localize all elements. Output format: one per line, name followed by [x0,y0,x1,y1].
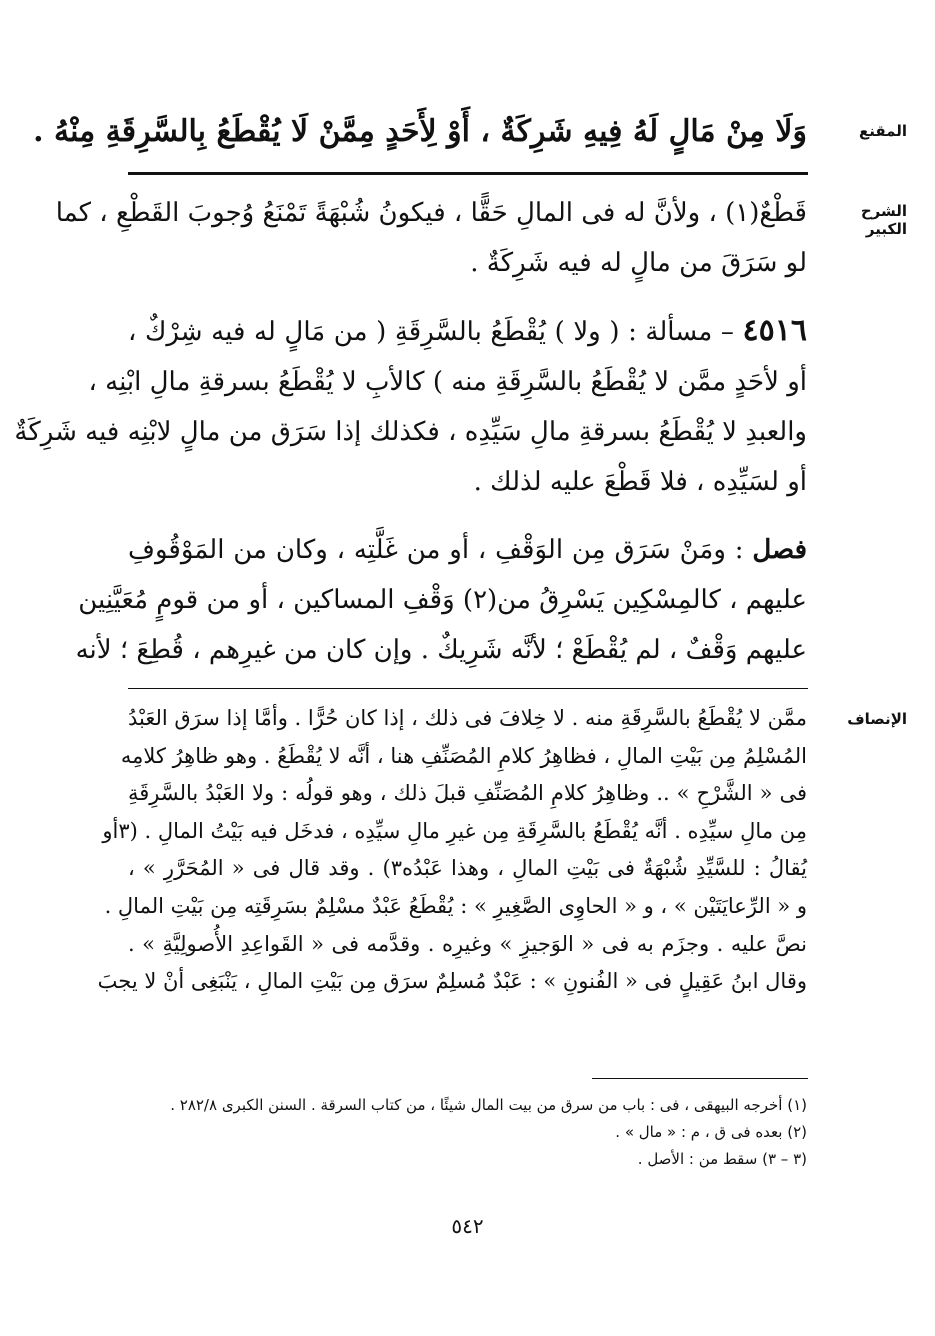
issue-line: أو لسَيِّدِه ، فلا قَطْعَ عليه لذلك . [473,467,807,497]
footnote: (٣ – ٣) سقط من : الأصل . [637,1150,807,1168]
muqni-line: وَلَا مِنْ مَالٍ لَهُ فِيهِ شَرِكَةٌ ، أَوْ لِأَحَدٍ مِمَّنْ لَا يُقْطَعُ بِالسَّرِقَةِ مِنْهُ . [33,114,807,149]
insaf-line: فى « الشَّرْحِ » .. وظاهِرُ كلامِ المُصَنِّفِ قبلَ ذلك ، وهو قولُه : ولا العَبْدُ بالسَّرِقَةِ [128,781,807,806]
sharh-label: الشرح الكبير [860,202,907,238]
issue-number: ٤٥١٦ [742,313,807,348]
insaf-line: ممَّن لا يُقْطَعُ بالسَّرِقَةِ منه . لا خِلافَ فى ذلك ، إذا كان حُرًّا . وأمَّا إذا سرَق العَبْدُ [128,706,807,730]
sharh-divider [128,688,808,689]
fasl-line: عليهم ، كالمِسْكِين يَسْرِقُ من(٢) وَقْفِ المساكين ، أو من قومٍ مُعَيَّنِين [78,585,807,615]
muqni-divider [128,172,808,175]
page-number: ٥٤٢ [451,1214,484,1238]
issue-line-first [128,306,807,357]
fasl-line: : ومَنْ سَرَق مِن الوَقْفِ ، أو من غَلَّتِه ، وكان من المَوْقُوفِ [128,535,744,565]
insaf-text [97,700,807,1001]
insaf-line: يُقالُ : للسَّيِّدِ شُبْهَةٌ فى بَيْتِ المالِ ، وهذا عَبْدُه٣) . وقد قال فى « المُحَرَّرِ » ، [128,856,807,881]
footnote: (١) أخرجه البيهقى ، فى : باب من سرق من بيت المال شيئًا ، من كتاب السرقة . السنن الكبرى ٢٨٢/٨ . [170,1096,807,1114]
insaf-line: وقال ابنُ عَقِيلٍ فى « الفُنونِ » : عَبْدٌ مُسلِمٌ سرَق مِن بَيْتِ المالِ ، يَنْبَغِى أنْ لا يجبَ [97,969,807,994]
sharh-text [14,188,808,675]
insaf-line: نصَّ عليه . وجزَم به فى « الوَجيزِ » وغيرِه . وقدَّمه فى « القَواعِدِ الأُصولِيَّةِ » . [128,931,807,956]
sharh-line: قَطْعٌ(١) ، ولأنَّ له فى المالِ حَقًّا ، فيكونُ شُبْهَةً تَمْنَعُ وُجوبَ القَطْعِ ، كما [55,198,807,228]
footnote-divider [592,1078,808,1079]
insaf-line: المُسْلِمُ مِن بَيْتِ المالِ ، فظاهِرُ كلامِ المُصَنِّفِ هنا ، أنَّه لا يُقْطَعُ . وهو ظاهِرُ كلامِه [120,743,807,768]
sharh-line: لو سَرَقَ من مالٍ له فيه شَرِكَةٌ . [470,248,807,278]
insaf-label: الإنصاف [847,710,907,728]
footnotes [128,1092,807,1173]
fasl-line-first [128,525,807,575]
issue-line: أو لأحَدٍ ممَّن لا يُقْطَعُ بالسَّرِقَةِ منه ) كالأبِ لا يُقْطَعُ بسرقةِ مالِ ابْنِه ، [88,367,807,397]
muqni-label: المقنع [859,122,907,140]
fasl-line: عليهم وَقْفٌ ، لم يُقْطَعْ ؛ لأنَّه شَرِيكٌ . وإن كان من غيرِهم ، قُطِعَ ؛ لأنه [75,635,807,665]
insaf-line: مِن مالِ سيِّدِه . أنَّه يُقْطَعُ بالسَّرِقَةِ مِن غيرِ مالِ سيِّدِه ، فدخَل فيه بَيْتُ المالِ . (٣أو [102,818,807,843]
footnote: (٢) بعده فى ق ، م : « مال » . [615,1123,807,1141]
issue-line: – مسألة : ( ولا ) يُقْطَعُ بالسَّرِقَةِ ( من مَالٍ له فيه شِرْكٌ ، [128,317,734,347]
fasl-label: فصل [752,535,808,565]
muqni-text [33,104,807,160]
insaf-line: و « الرِّعايَتَيْن » ، و « الحاوِى الصَّغِيرِ » : يُقْطَعُ عَبْدٌ مسْلِمٌ بسَرِقَتِه مِن بَيْتِ المالِ . [104,893,807,918]
issue-line: والعبدِ لا يُقْطَعُ بسرقةِ مالِ سَيِّدِه ، فكذلك إذا سَرَق من مالٍ لابْنِه فيه شَرِكَةٌ [14,417,807,447]
